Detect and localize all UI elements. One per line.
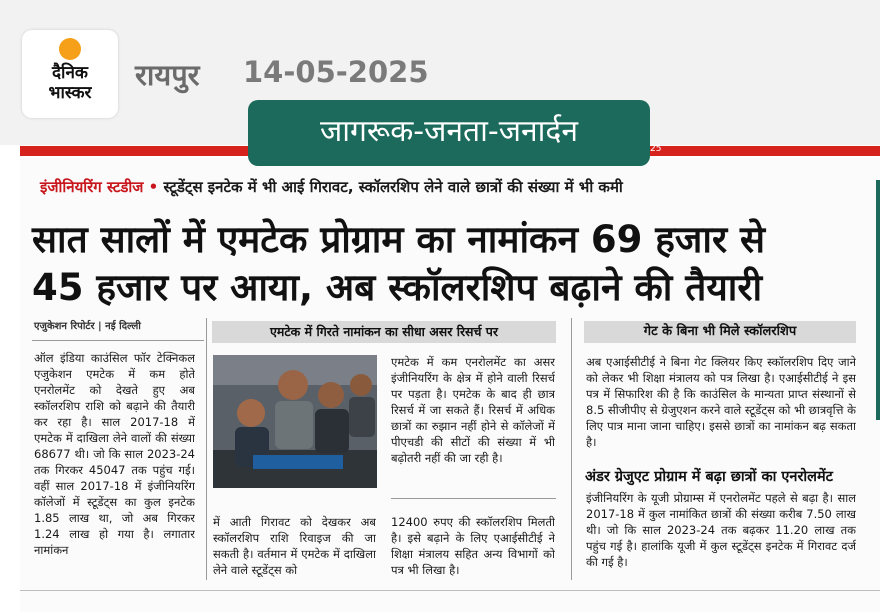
city-name: रायपुर	[135, 58, 200, 92]
students-photo	[213, 355, 377, 488]
overlay-banner: जागरूक-जनता-जनार्दन	[248, 100, 650, 166]
dainik-bhaskar-logo	[22, 30, 118, 118]
logo-text-line2: भास्कर	[48, 83, 92, 103]
column-1-text: ऑल इंडिया काउंसिल फॉर टेक्निकल एजुकेशन एमटेक में कम होते एनरोलमेंट को देखते हुए अब स्कॉलरशिप राशि को बढ़ाने की तैयारी कर रहा है। साल 2017-18 में एमटेक में दाखिला लेने वालों की संख्या 68677 थी। जो कि साल 2023-24 तक गिरकर 45047 तक पहुंच गई। वहीं साल 2017-18 में इंजीनियरिंग कॉलेजों में स्टूडेंट्स का कुल इनटेक 1.85 लाख था, जो अब गिरकर 1.24 लाख हो गया है। लगातार नामांकन	[34, 351, 195, 557]
article-headline	[32, 216, 765, 312]
column-divider-2	[571, 318, 572, 580]
column-4-top-text: अब एआईसीटीई ने बिना गेट क्लियर किए स्कॉलरशिप दिए जाने को लेकर भी शिक्षा मंत्रालय को पत्र लिखा है। एआईसीटीई ने इस पत्र में सिफारिश की है कि काउंसिल के मान्यता प्राप्त संस्थानों से 8.5 सीजीपीए से ग्रेजुएशन करने वाले स्टूडेंट्स को भी छात्रवृत्ति के लिए पात्र माना जाना चाहिए। इससे छात्रों का नामांकन बढ़ सकता है।	[586, 355, 856, 449]
kicker-text: स्टूडेंट्स इनटेक में भी आई गिरावट, स्कॉलरशिप लेने वाले छात्रों की संख्या में भी कमी	[163, 178, 623, 196]
subhead-gate-scholarship: गेट के बिना भी मिले स्कॉलरशिप	[584, 321, 856, 343]
column-4-bottom-text: इंजीनियरिंग के यूजी प्रोग्राम्स में एनरोलमेंट पहले से बढ़ा है। साल 2017-18 में कुल नामांकित छात्रों की संख्या करीब 7.50 लाख थी। जो कि साल 2023-24 तक बढ़कर 11.20 लाख तक पहुंच गई है। हालांकि यूजी में कुल स्टूडेंट्स इनटेक में गिरावट दर्ज की गई है।	[586, 491, 856, 569]
masthead-tag: 25	[650, 144, 662, 154]
subhead-research: एमटेक में गिरते नामांकन का सीधा असर रिसर्च पर	[212, 321, 556, 343]
bottom-rule	[20, 590, 880, 591]
byline: एजुकेशन रिपोर्टर | नई दिल्ली	[34, 321, 141, 332]
column-3-rule	[391, 498, 556, 499]
column-3-bottom-text: 12400 रुपए की स्कॉलरशिप मिलती है। इसे बढ़ाने के लिए एआईसीटीई ने शिक्षा मंत्रालय सहित अन्य विभागों को पत्र भी लिखा है।	[391, 515, 555, 577]
article-kicker	[40, 177, 623, 197]
headline-line2: 45 हजार पर आया, अब स्कॉलरशिप बढ़ाने की तैयारी	[32, 266, 763, 309]
page-edge-marker	[876, 180, 880, 420]
section-label: इंजीनियरिंग स्टडीज •	[40, 178, 159, 196]
edition-date: 14-05-2025	[243, 55, 429, 89]
column-2-bottom-text: में आती गिरावट को देखकर अब स्कॉलरशिप राशि रिवाइज की जा सकती है। वर्तमान में एमटेक में दाखिला लेने वाले स्टूडेंट्स को	[213, 515, 376, 577]
subhead-ug-enrollment: अंडर ग्रेजुएट प्रोग्राम में बढ़ा छात्रों का एनरोलमेंट	[585, 469, 833, 485]
column-3-top-text: एमटेक में कम एनरोलमेंट का असर इंजीनियरिंग के क्षेत्र में होने वाली रिसर्च पर पड़ता है। एमटेक के बाद ही छात्र रिसर्च में जा सकते हैं। रिसर्च में अधिक छात्रों का रुझान नहीं होने से कॉलेजों में पीएचडी की सीटों की संख्या में भी बढ़ोतरी नहीं की जा रही है।	[391, 355, 555, 465]
byline-rule	[32, 340, 204, 341]
column-divider-1	[206, 318, 207, 580]
sun-icon	[59, 38, 81, 60]
headline-line1: सात सालों में एमटेक प्रोग्राम का नामांकन 69 हजार से	[32, 218, 765, 261]
logo-text-line1: दैनिक	[52, 63, 88, 83]
